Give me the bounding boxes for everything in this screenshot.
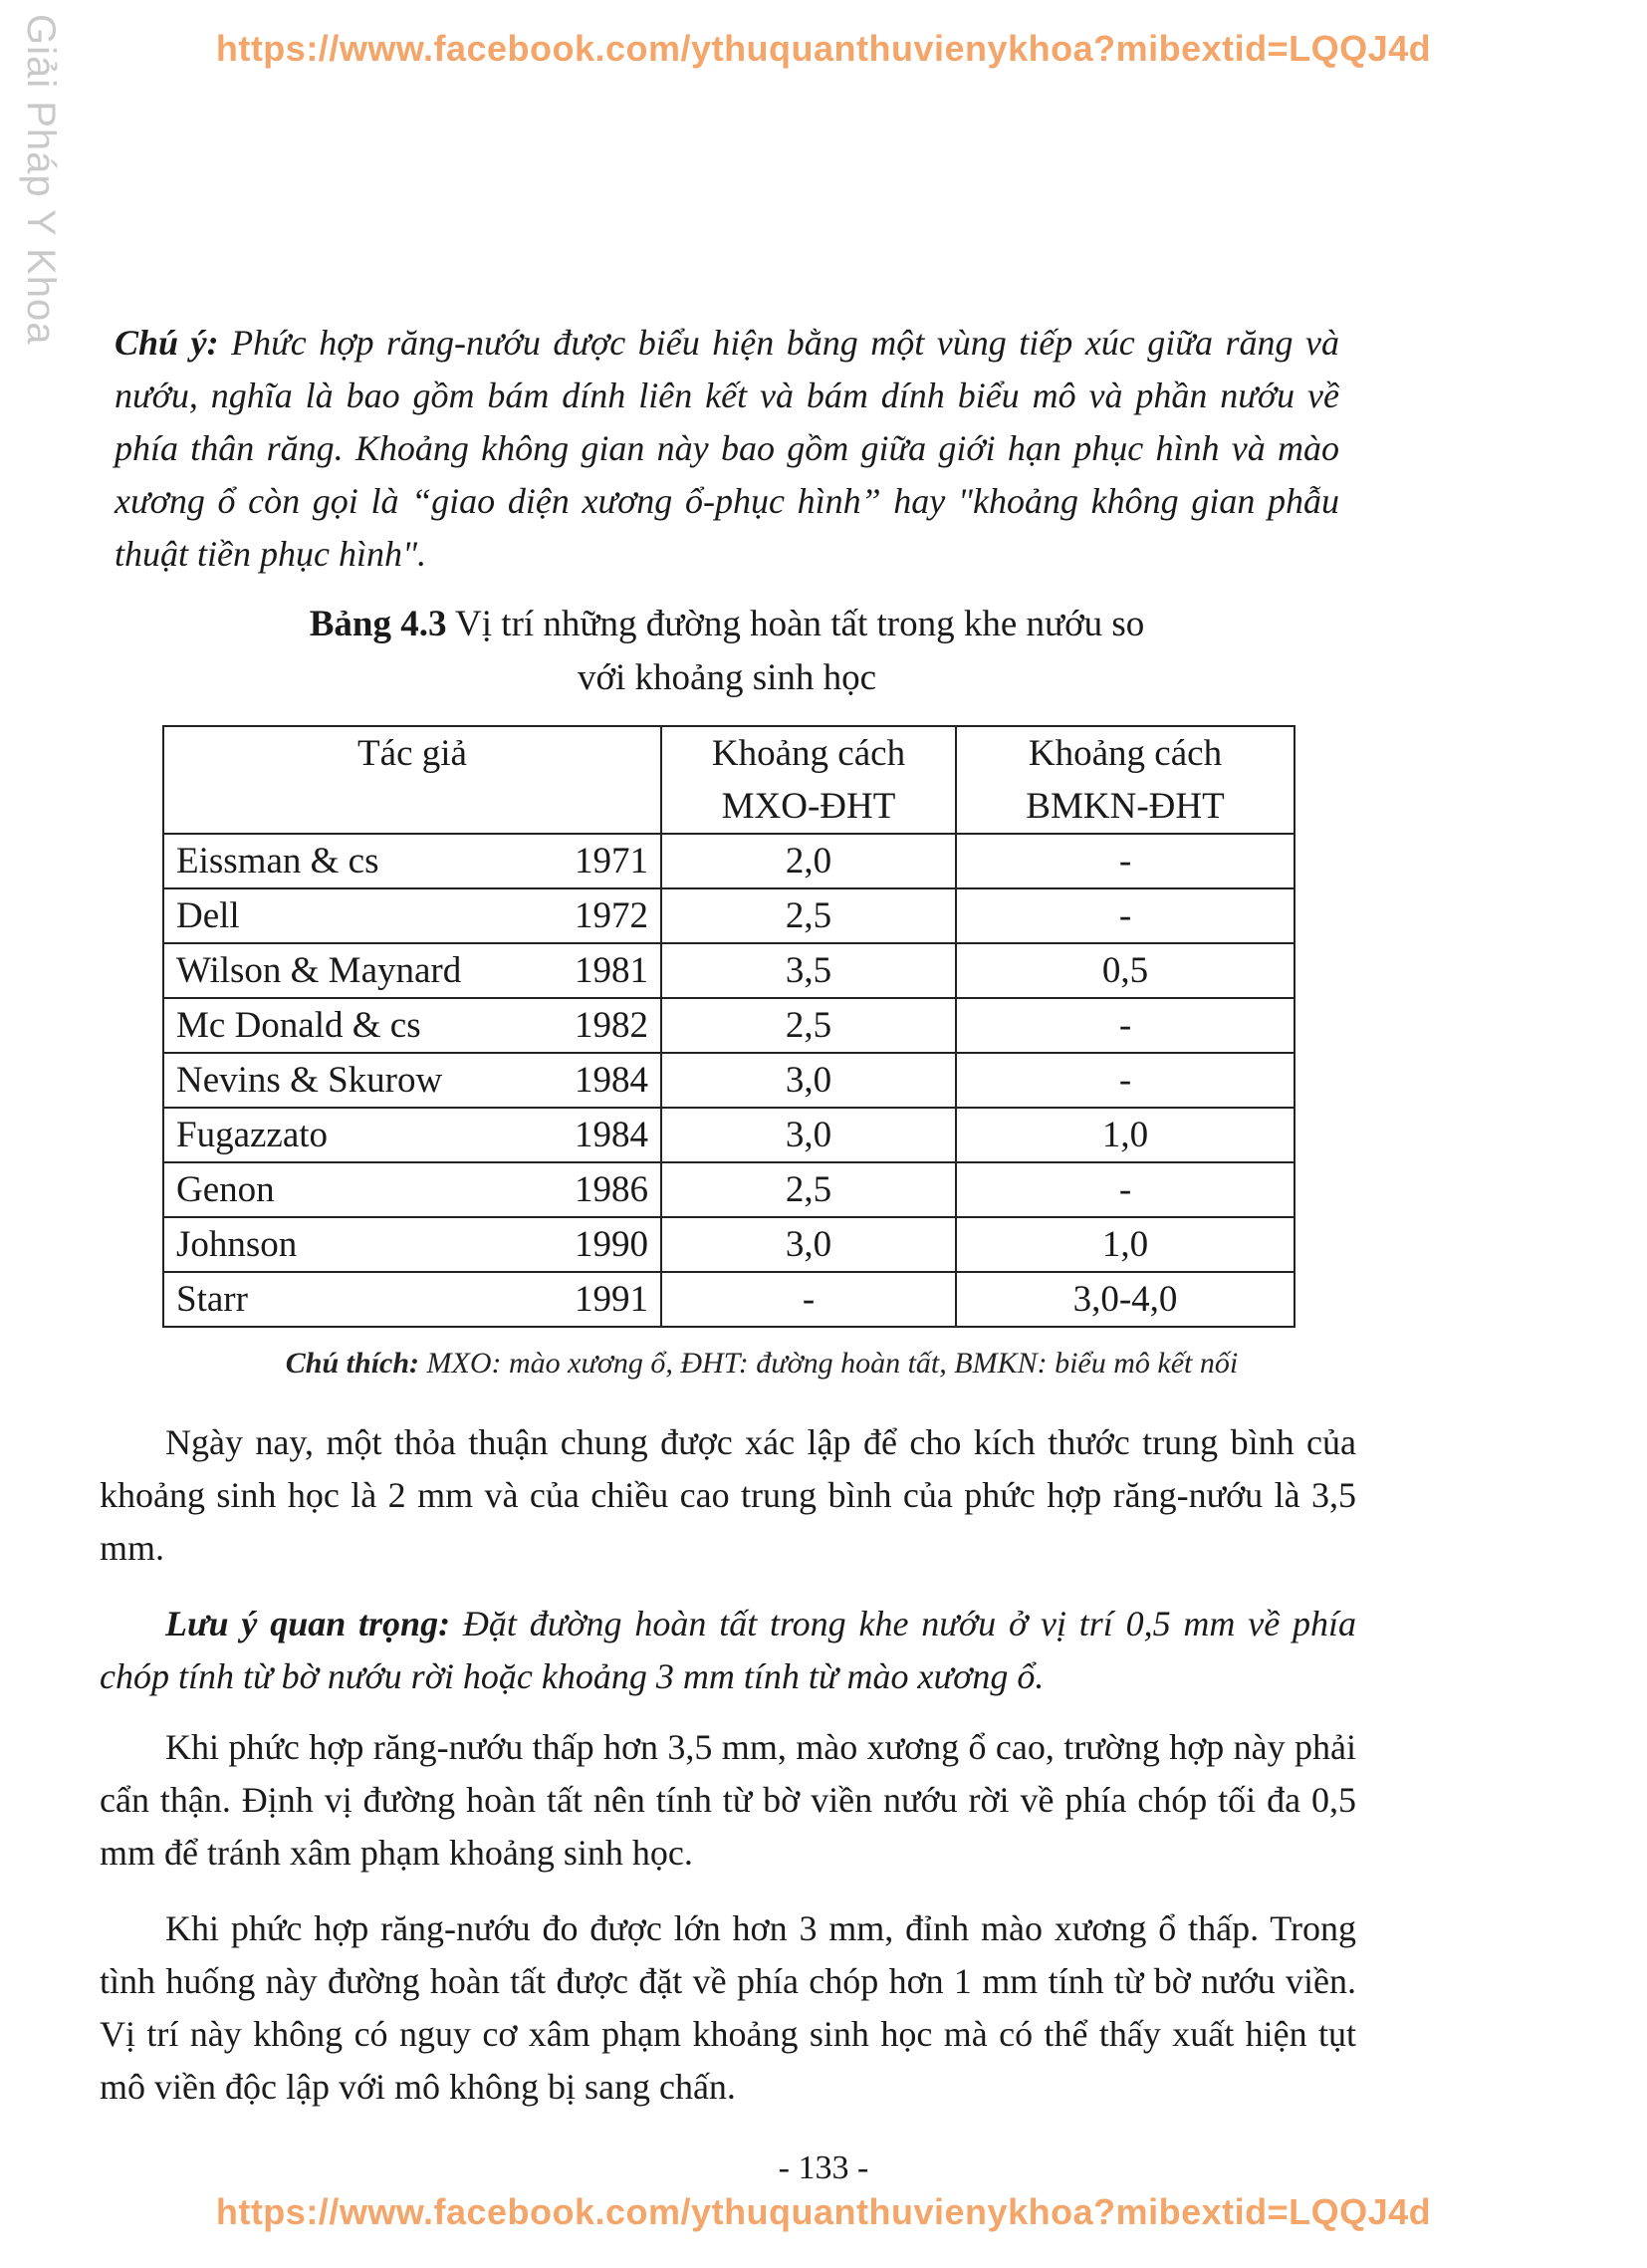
header-bmkn-line2: BMKN-ĐHT <box>1026 786 1225 827</box>
paragraph-high-complex: Khi phức hợp răng-nướu đo được lớn hơn 3 mm, đỉnh mào xương ổ thấp. Trong tình huống này đường hoàn tất được đặt về phía chóp hơn 1 mm tính từ bờ nướu viền. Vị trí này không có nguy cơ xâm phạm khoảng sinh học mà có thể thấy xuất hiện tụt mô viền độc lập với mô không bị sang chấn. <box>100 1908 1356 2107</box>
cell-bmkn: 1,0 <box>956 1217 1294 1272</box>
side-watermark: Giải Pháp Y Khoa <box>19 14 63 346</box>
table-header-row <box>163 726 1294 834</box>
cell-year: 1984 <box>507 1108 661 1162</box>
paragraph-consensus: Ngày nay, một thỏa thuận chung được xác lập để cho kích thước trung bình của khoảng sinh học là 2 mm và của chiều cao trung bình của phức hợp răng-nướu là 3,5 mm. <box>100 1422 1356 1568</box>
cell-year: 1991 <box>507 1272 661 1327</box>
header-mxo-line2: MXO-ĐHT <box>721 786 896 827</box>
cell-mxo: - <box>661 1272 956 1327</box>
cell-mxo: 3,5 <box>661 943 956 998</box>
cell-year: 1981 <box>507 943 661 998</box>
table-row <box>163 1272 1294 1327</box>
header-author: Tác giả <box>163 726 661 834</box>
cell-mxo: 2,5 <box>661 998 956 1053</box>
legend-text: MXO: mào xương ổ, ĐHT: đường hoàn tất, BMKN: biểu mô kết nối <box>419 1347 1239 1380</box>
header-mxo-line1: Khoảng cách <box>711 733 906 774</box>
table-caption <box>159 598 1294 705</box>
table-row <box>163 1217 1294 1272</box>
cell-author: Nevins & Skurow <box>163 1053 507 1108</box>
header-bmkn-line1: Khoảng cách <box>1028 733 1223 774</box>
cell-author: Starr <box>163 1272 507 1327</box>
watermark-url-bottom: https://www.facebook.com/ythuquanthuvienykhoa?mibextid=LQQJ4d <box>215 2191 1432 2232</box>
cell-bmkn: 1,0 <box>956 1108 1294 1162</box>
cell-mxo: 3,0 <box>661 1053 956 1108</box>
table-row <box>163 943 1294 998</box>
cell-bmkn: 0,5 <box>956 943 1294 998</box>
cell-bmkn: - <box>956 834 1294 888</box>
cell-author: Johnson <box>163 1217 507 1272</box>
table-row <box>163 888 1294 943</box>
legend-lead: Chú thích: <box>285 1347 420 1380</box>
header-bmkn <box>956 726 1294 834</box>
cell-bmkn: - <box>956 998 1294 1053</box>
cell-author: Eissman & cs <box>163 834 507 888</box>
watermark-url-top: https://www.facebook.com/ythuquanthuvienykhoa?mibextid=LQQJ4d <box>215 28 1432 69</box>
cell-author: Mc Donald & cs <box>163 998 507 1053</box>
cell-mxo: 3,0 <box>661 1108 956 1162</box>
table-caption-line2: với khoảng sinh học <box>577 657 877 698</box>
note-paragraph <box>115 317 1339 581</box>
cell-mxo: 2,5 <box>661 888 956 943</box>
note-text: Phức hợp răng-nướu được biểu hiện bằng một vùng tiếp xúc giữa răng và nướu, nghĩa là bao gồm bám dính liên kết và bám dính biểu mô và phần nướu về phía thân răng. Khoảng không gian này bao gồm giữa giới hạn phục hình và mào xương ổ còn gọi là “giao diện xương ổ-phục hình” hay "khoảng không gian phẫu thuật tiền phục hình". <box>115 323 1339 574</box>
cell-year: 1986 <box>507 1162 661 1217</box>
table-row <box>163 1108 1294 1162</box>
table-caption-label: Bảng 4.3 <box>309 604 447 644</box>
table-row <box>163 998 1294 1053</box>
cell-mxo: 2,5 <box>661 1162 956 1217</box>
finish-line-table <box>162 725 1295 1328</box>
cell-mxo: 3,0 <box>661 1217 956 1272</box>
header-mxo <box>661 726 956 834</box>
paragraph-low-complex: Khi phức hợp răng-nướu thấp hơn 3,5 mm, mào xương ổ cao, trường hợp này phải cẩn thận. Định vị đường hoàn tất nên tính từ bờ viền nướu rời về phía chóp tối đa 0,5 mm để tránh xâm phạm khoảng sinh học. <box>100 1727 1356 1873</box>
cell-author: Wilson & Maynard <box>163 943 507 998</box>
cell-author: Fugazzato <box>163 1108 507 1162</box>
cell-bmkn: - <box>956 1162 1294 1217</box>
cell-mxo: 2,0 <box>661 834 956 888</box>
cell-year: 1972 <box>507 888 661 943</box>
cell-author: Dell <box>163 888 507 943</box>
cell-year: 1971 <box>507 834 661 888</box>
table-caption-line1: Vị trí những đường hoàn tất trong khe nướu so <box>446 604 1145 644</box>
table-row <box>163 1162 1294 1217</box>
cell-bmkn: - <box>956 1053 1294 1108</box>
table-legend <box>159 1347 1364 1381</box>
paragraph-important-note <box>100 1598 1356 1703</box>
page-number: - 133 - <box>778 2149 869 2186</box>
cell-year: 1990 <box>507 1217 661 1272</box>
cell-bmkn: 3,0-4,0 <box>956 1272 1294 1327</box>
important-note-lead: Lưu ý quan trọng: <box>165 1604 451 1643</box>
important-note-text: Đặt đường hoàn tất trong khe nướu ở vị trí 0,5 mm về phía chóp tính từ bờ nướu rời hoặc khoảng 3 mm tính từ mào xương ổ. <box>100 1604 1356 1696</box>
table-row <box>163 1053 1294 1108</box>
cell-year: 1984 <box>507 1053 661 1108</box>
cell-author: Genon <box>163 1162 507 1217</box>
cell-bmkn: - <box>956 888 1294 943</box>
note-lead: Chú ý: <box>115 323 219 363</box>
table-row <box>163 834 1294 888</box>
cell-year: 1982 <box>507 998 661 1053</box>
